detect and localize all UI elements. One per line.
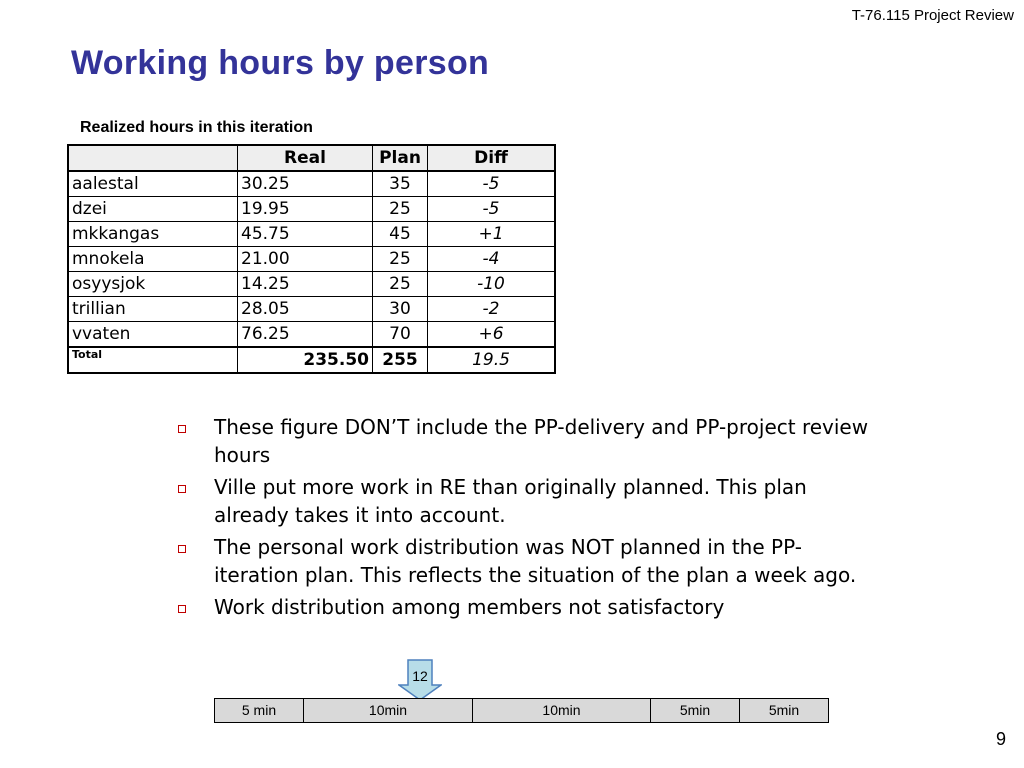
table-header-row <box>68 145 555 171</box>
row-diff: +6 <box>428 322 556 348</box>
bullet-list <box>178 414 878 627</box>
square-bullet-icon <box>178 485 186 493</box>
row-plan: 25 <box>373 272 428 297</box>
table-row <box>68 322 555 348</box>
bullet-item <box>178 474 878 529</box>
page-number: 9 <box>995 729 1006 749</box>
row-diff: -5 <box>428 197 556 222</box>
bullet-text: Ville put more work in RE than originally planned. This plan already takes it into account. <box>214 475 807 527</box>
total-row <box>68 347 555 373</box>
table-row <box>68 297 555 322</box>
bullet-text: The personal work distribution was NOT planned in the PP-iteration plan. This reflects the situation of the plan a week ago. <box>214 535 857 587</box>
table-row <box>68 171 555 197</box>
row-real: 28.05 <box>238 297 373 322</box>
bullet-text: Work distribution among members not satisfactory <box>214 595 725 619</box>
table-row <box>68 222 555 247</box>
total-real: 235.50 <box>238 347 373 373</box>
header-real: Real <box>238 145 373 171</box>
row-name: trillian <box>68 297 238 322</box>
table-row <box>68 247 555 272</box>
bullet-item <box>178 594 878 622</box>
row-real: 21.00 <box>238 247 373 272</box>
row-real: 14.25 <box>238 272 373 297</box>
row-real: 30.25 <box>238 171 373 197</box>
header-plan: Plan <box>373 145 428 171</box>
hours-table <box>67 144 556 374</box>
timeline-segment: 5min <box>651 699 740 722</box>
row-real: 19.95 <box>238 197 373 222</box>
row-name: aalestal <box>68 171 238 197</box>
header-name <box>68 145 238 171</box>
row-name: mnokela <box>68 247 238 272</box>
row-name: mkkangas <box>68 222 238 247</box>
row-plan: 45 <box>373 222 428 247</box>
bullet-text: These figure DON’T include the PP-delivery and PP-project review hours <box>214 415 869 467</box>
row-diff: +1 <box>428 222 556 247</box>
header-diff: Diff <box>428 145 556 171</box>
row-plan: 25 <box>373 197 428 222</box>
slide-title: Working hours by person <box>71 44 490 82</box>
table-row <box>68 197 555 222</box>
timeline-marker-label: 12 <box>412 668 428 684</box>
row-diff: -5 <box>428 171 556 197</box>
row-plan: 35 <box>373 171 428 197</box>
total-label: Total <box>68 347 238 373</box>
timeline-segment: 10min <box>304 699 473 722</box>
row-name: vvaten <box>68 322 238 348</box>
square-bullet-icon <box>178 425 186 433</box>
timeline-segment: 5 min <box>215 699 304 722</box>
row-name: osyysjok <box>68 272 238 297</box>
row-real: 76.25 <box>238 322 373 348</box>
row-plan: 30 <box>373 297 428 322</box>
square-bullet-icon <box>178 605 186 613</box>
timeline-segment: 5min <box>740 699 828 722</box>
total-diff: 19.5 <box>428 347 556 373</box>
row-diff: -2 <box>428 297 556 322</box>
row-name: dzei <box>68 197 238 222</box>
row-diff: -10 <box>428 272 556 297</box>
square-bullet-icon <box>178 545 186 553</box>
table-caption: Realized hours in this iteration <box>80 119 313 136</box>
row-real: 45.75 <box>238 222 373 247</box>
timeline-bar <box>214 698 829 723</box>
total-plan: 255 <box>373 347 428 373</box>
row-diff: -4 <box>428 247 556 272</box>
bullet-item <box>178 414 878 469</box>
table-row <box>68 272 555 297</box>
row-plan: 25 <box>373 247 428 272</box>
course-header: T-76.115 Project Review <box>851 7 1014 24</box>
row-plan: 70 <box>373 322 428 348</box>
bullet-item <box>178 534 878 589</box>
timeline-segment: 10min <box>473 699 651 722</box>
